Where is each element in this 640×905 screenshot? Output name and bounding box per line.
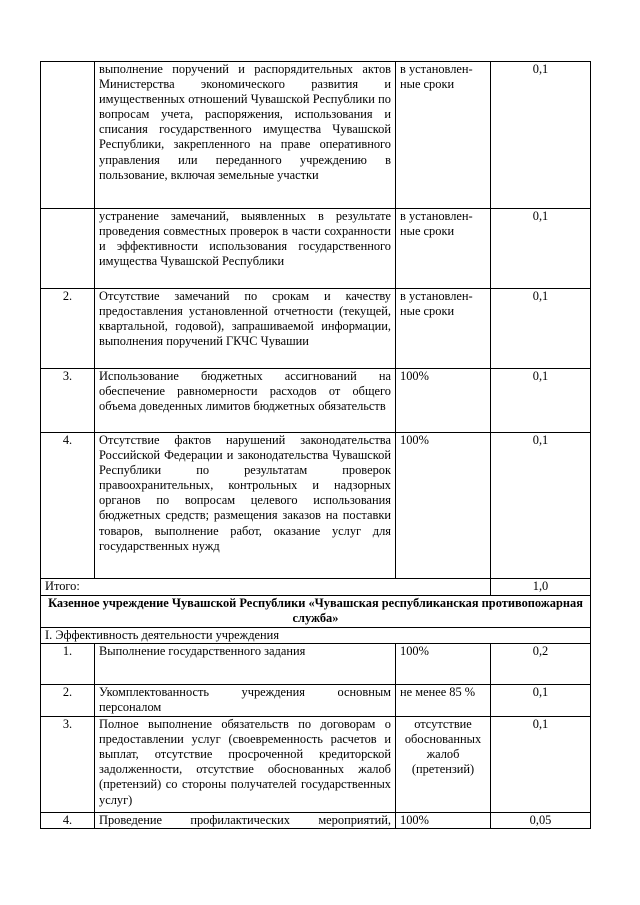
- table-row: [41, 62, 591, 209]
- row-weight: 0,1: [491, 209, 591, 289]
- table-row: [41, 289, 591, 369]
- row-weight: 0,2: [491, 644, 591, 685]
- row-criterion: в установлен-ные сроки: [396, 289, 491, 369]
- row-number: 2.: [41, 685, 95, 717]
- row-description: Использование бюджетных ассигнований на обеспечение равномерности расходов от общего объема доведенных лимитов бюджетных обязательств: [95, 369, 396, 433]
- row-weight: 0,1: [491, 369, 591, 433]
- table-row: [41, 433, 591, 579]
- section-title: Казенное учреждение Чувашской Республики «Чувашская республиканская противопожарная служба»: [41, 596, 591, 628]
- row-criterion: 100%: [396, 813, 491, 829]
- row-weight: 0,05: [491, 813, 591, 829]
- row-criterion: не менее 85 %: [396, 685, 491, 717]
- row-number: 3.: [41, 717, 95, 813]
- section-row: [41, 596, 591, 628]
- row-description: устранение замечаний, выявленных в результате проведения совместных проверок в части сохранности и эффективности использования государственного имущества Чувашской Республики: [95, 209, 396, 289]
- table-row: [41, 209, 591, 289]
- row-criterion: отсутствие обоснованных жалоб (претензий): [396, 717, 491, 813]
- row-criterion: в установлен-ные сроки: [396, 209, 491, 289]
- table-row: [41, 813, 591, 829]
- row-description: выполнение поручений и распорядительных актов Министерства экономического развития и имущественных отношений Чувашской Республики по вопросам учета, распоряжения, использования и списания государственного имущества Чувашской Республики, закрепленного на праве оперативного управления или переданного учреждению в пользование, включая земельные участки: [95, 62, 396, 209]
- row-weight: 0,1: [491, 289, 591, 369]
- row-description: Укомплектованность учреждения основным персоналом: [95, 685, 396, 717]
- total-row: [41, 579, 591, 596]
- row-description: Полное выполнение обязательств по договорам о предоставлении услуг (своевременность расчетов и выплат, отсутствие просроченной кредиторской задолженности, отсутствие обоснованных жалоб (претензий) со стороны получателей государственных услуг): [95, 717, 396, 813]
- total-label: Итого:: [41, 579, 491, 596]
- row-number: [41, 62, 95, 209]
- row-number: 4.: [41, 813, 95, 829]
- row-number: 4.: [41, 433, 95, 579]
- row-criterion: 100%: [396, 433, 491, 579]
- row-number: 1.: [41, 644, 95, 685]
- row-weight: 0,1: [491, 717, 591, 813]
- table-row: [41, 685, 591, 717]
- row-number: 3.: [41, 369, 95, 433]
- table-row: [41, 717, 591, 813]
- table-row: [41, 369, 591, 433]
- criteria-table: [40, 61, 591, 829]
- row-description: Проведение профилактических мероприятий,: [95, 813, 396, 829]
- row-description: Отсутствие фактов нарушений законодательства Российской Федерации и законодательства Чувашской Республики по результатам проверок правоохранительных, контрольных и надзорных органов по вопросам целевого использования бюджетных средств; размещения заказов на поставки товаров, выполнение работ, оказание услуг для государственных нужд: [95, 433, 396, 579]
- total-weight: 1,0: [491, 579, 591, 596]
- table-row: [41, 644, 591, 685]
- subsection-title: I. Эффективность деятельности учреждения: [41, 628, 591, 644]
- row-criterion: 100%: [396, 644, 491, 685]
- row-weight: 0,1: [491, 685, 591, 717]
- row-description: Выполнение государственного задания: [95, 644, 396, 685]
- subsection-row: [41, 628, 591, 644]
- row-number: [41, 209, 95, 289]
- row-criterion: в установлен-ные сроки: [396, 62, 491, 209]
- row-description: Отсутствие замечаний по срокам и качеству предоставления установленной отчетности (текущей, квартальной, годовой), запрашиваемой информации, выполнения поручений ГКЧС Чувашии: [95, 289, 396, 369]
- row-number: 2.: [41, 289, 95, 369]
- row-criterion: 100%: [396, 369, 491, 433]
- row-weight: 0,1: [491, 62, 591, 209]
- row-weight: 0,1: [491, 433, 591, 579]
